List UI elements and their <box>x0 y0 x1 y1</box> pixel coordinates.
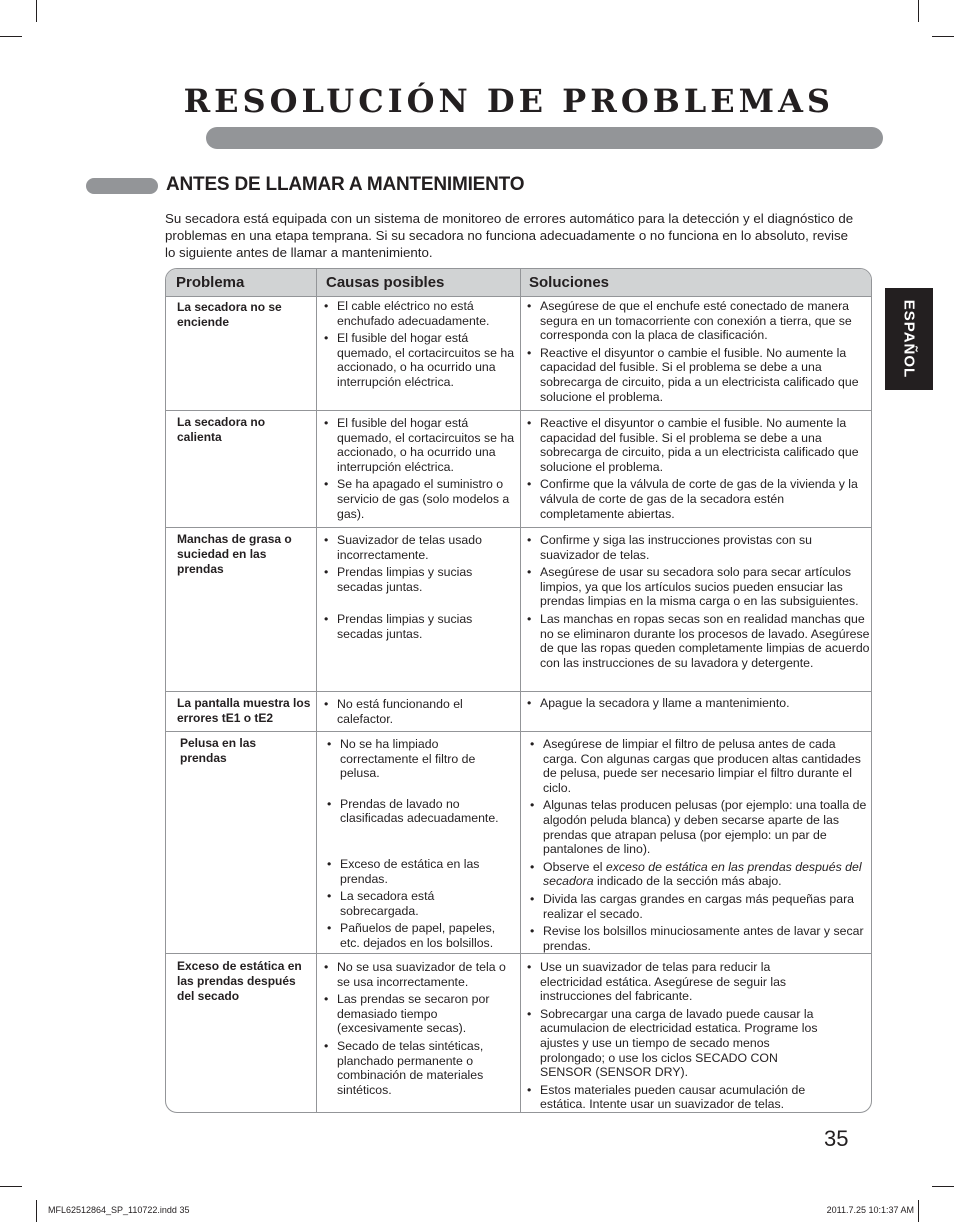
troubleshooting-table <box>165 268 872 1113</box>
row-4-solutions <box>525 696 865 711</box>
solution-item: • Algunas telas producen pelusas (por ejemplo: una toalla de algodón peluda blanca) y deben secarse aparte de las prendas que atrapan pelusa (por ejemplo: un par de pantalones de lino). <box>528 798 868 856</box>
observe-italic: exceso de estática en las prendas después del secadora <box>543 859 862 889</box>
intro-paragraph: Su secadora está equipada con un sistema de monitoreo de errores automático para la detección y el diagnóstico de problemas en una etapa temprana. Si su secadora no funciona adecuadamente o no funciona en lo absoluto, revise lo siguiente antes de llamar a mantenimiento. <box>165 211 854 260</box>
cause-item: • No está funcionando el calefactor. <box>322 697 492 726</box>
crop-mark <box>36 0 37 22</box>
solution-item: • Apague la secadora y llame a mantenimiento. <box>525 696 865 711</box>
row-1-problem: La secadora no se enciende <box>177 300 282 329</box>
row-5-solutions <box>528 737 868 953</box>
crop-mark <box>918 1200 919 1222</box>
solution-item: • Revise los bolsillos minuciosamente antes de lavar y secar prendas. <box>528 924 868 953</box>
crop-mark <box>932 1186 954 1187</box>
solution-item: • Reactive el disyuntor o cambie el fusible. No aumente la capacidad del fusible. Si el problema se debe a una sobrecarga de circuito, pida a un electricista calificado que solucione el problema. <box>525 416 865 474</box>
row-6-solutions <box>525 960 825 1112</box>
cause-item: • Las prendas se secaron por demasiado tiempo (excesivamente secas). <box>322 992 516 1036</box>
solution-item: • Confirme y siga las instrucciones provistas con su suavizador de telas. <box>525 533 870 562</box>
footer-timestamp: 2011.7.25 10:1:37 AM <box>826 1205 914 1215</box>
crop-mark <box>918 0 919 22</box>
cause-item: • No se usa suavizador de tela o se usa incorrectamente. <box>322 960 516 989</box>
solution-item: • Asegúrese de usar su secadora solo para secar artículos limpios, ya que los artículos sucios pueden ensuciar las prendas limpias en la misma carga o en las subsiguientes. <box>525 565 870 609</box>
page-title: RESOLUCIÓN DE PROBLEMAS <box>183 82 834 120</box>
solution-item-observe <box>528 860 868 889</box>
crop-mark <box>0 36 22 37</box>
section-marker-pill <box>86 178 158 194</box>
row-6-problem: Exceso de estática en las prendas después del secado <box>177 959 302 1003</box>
footer-file-name: MFL62512864_SP_110722.indd 35 <box>48 1205 190 1215</box>
solution-item: • Confirme que la válvula de corte de gas de la vivienda y la válvula de corte de gas de la secadora estén completamente abiertas. <box>525 477 865 521</box>
row-3-problem: Manchas de grasa o suciedad en las prendas <box>177 532 292 576</box>
solution-item: • Use un suavizador de telas para reducir la electricidad estática. Asegúrese de seguir las instrucciones del fabricante. <box>525 960 825 1004</box>
row-divider <box>166 731 871 732</box>
solution-item: • Las manchas en ropas secas son en realidad manchas que no se eliminaron durante los procesos de lavado. Asegúrese de que las ropas queden completamente limpias de acuerdo con las instrucciones de su lavadora y detergente. <box>525 612 870 670</box>
solution-item: • Asegúrese de limpiar el filtro de pelusa antes de cada carga. Con algunas cargas que producen altas cantidades de pelusa, puede ser necesario limpiar el filtro durante el ciclo. <box>528 737 868 795</box>
cause-item: • Prendas de lavado no clasificadas adecuadamente. <box>325 797 515 826</box>
row-5-problem: Pelusa en las prendas <box>180 736 257 765</box>
row-1-solutions <box>525 299 870 404</box>
header-problema: Problema <box>176 274 245 291</box>
header-causas: Causas posibles <box>326 274 445 291</box>
cause-item: • Exceso de estática en las prendas. <box>325 857 515 886</box>
row-divider <box>166 691 871 692</box>
table-header-row <box>166 269 871 297</box>
row-3-solutions <box>525 533 870 670</box>
row-4-problem: La pantalla muestra los errores tE1 o tE2 <box>177 696 311 725</box>
cause-item: • Prendas limpias y sucias secadas juntas. <box>322 612 502 641</box>
row-1-causes <box>322 299 516 390</box>
cause-item: • Prendas limpias y sucias secadas juntas. <box>322 565 502 594</box>
language-tab <box>885 288 933 390</box>
solution-item: • Asegúrese de que el enchufe esté conectado de manera segura en un tomacorriente con conexión a tierra, que se corresponda con la placa de clasificación. <box>525 299 870 343</box>
row-divider <box>166 527 871 528</box>
language-tab-label: ESPAÑOL <box>900 299 918 379</box>
cause-item: • Secado de telas sintéticas, planchado permanente o combinación de materiales sintéticos. <box>322 1039 516 1097</box>
page-number: 35 <box>824 1126 849 1151</box>
crop-mark <box>36 1200 37 1222</box>
row-5-causes <box>325 737 515 951</box>
cause-item: • Pañuelos de papel, papeles, etc. dejados en los bolsillos. <box>325 921 515 950</box>
cause-item: • Suavizador de telas usado incorrectamente. <box>322 533 502 562</box>
solution-item: • Estos materiales pueden causar acumulación de estática. Intente usar un suavizador de telas. <box>525 1083 825 1112</box>
solution-item: • Reactive el disyuntor o cambie el fusible. No aumente la capacidad del fusible. Si el problema se debe a una sobrecarga de circuito, pida a un electricista calificado que solucione el problema. <box>525 346 870 404</box>
section-heading: ANTES DE LLAMAR A MANTENIMIENTO <box>166 174 525 195</box>
row-2-problem: La secadora no calienta <box>177 415 266 444</box>
title-underline-bar <box>206 127 883 149</box>
cause-item: • La secadora está sobrecargada. <box>325 889 515 918</box>
row-divider <box>166 410 871 411</box>
observe-prefix: Observe el <box>543 859 606 874</box>
observe-suffix: indicado de la sección más abajo. <box>593 874 782 889</box>
cause-item: • El cable eléctrico no está enchufado adecuadamente. <box>322 299 516 328</box>
crop-mark <box>0 1186 22 1187</box>
row-3-causes <box>322 533 502 642</box>
row-2-causes <box>322 416 516 521</box>
solution-item: • Sobrecargar una carga de lavado puede causar la acumulacion de electricidad estatica. Programe los ajustes y use un tiempo de secado menos prolongado; o use los ciclos SECADO CON SENSOR (SENSOR DRY). <box>525 1007 825 1080</box>
cause-item: • No se ha limpiado correctamente el filtro de pelusa. <box>325 737 515 781</box>
crop-mark <box>932 36 954 37</box>
row-6-causes <box>322 960 516 1097</box>
cause-item: • Se ha apagado el suministro o servicio de gas (solo modelos a gas). <box>322 477 516 521</box>
row-4-causes <box>322 697 492 726</box>
header-soluciones: Soluciones <box>529 274 610 291</box>
solution-item: • Divida las cargas grandes en cargas más pequeñas para realizar el secado. <box>528 892 868 921</box>
row-2-solutions <box>525 416 865 521</box>
cause-item: • El fusible del hogar está quemado, el cortacircuitos se ha accionado, o ha ocurrido una interrupción eléctrica. <box>322 416 516 474</box>
cause-item: • El fusible del hogar está quemado, el cortacircuitos se ha accionado, o ha ocurrido una interrupción eléctrica. <box>322 331 516 389</box>
